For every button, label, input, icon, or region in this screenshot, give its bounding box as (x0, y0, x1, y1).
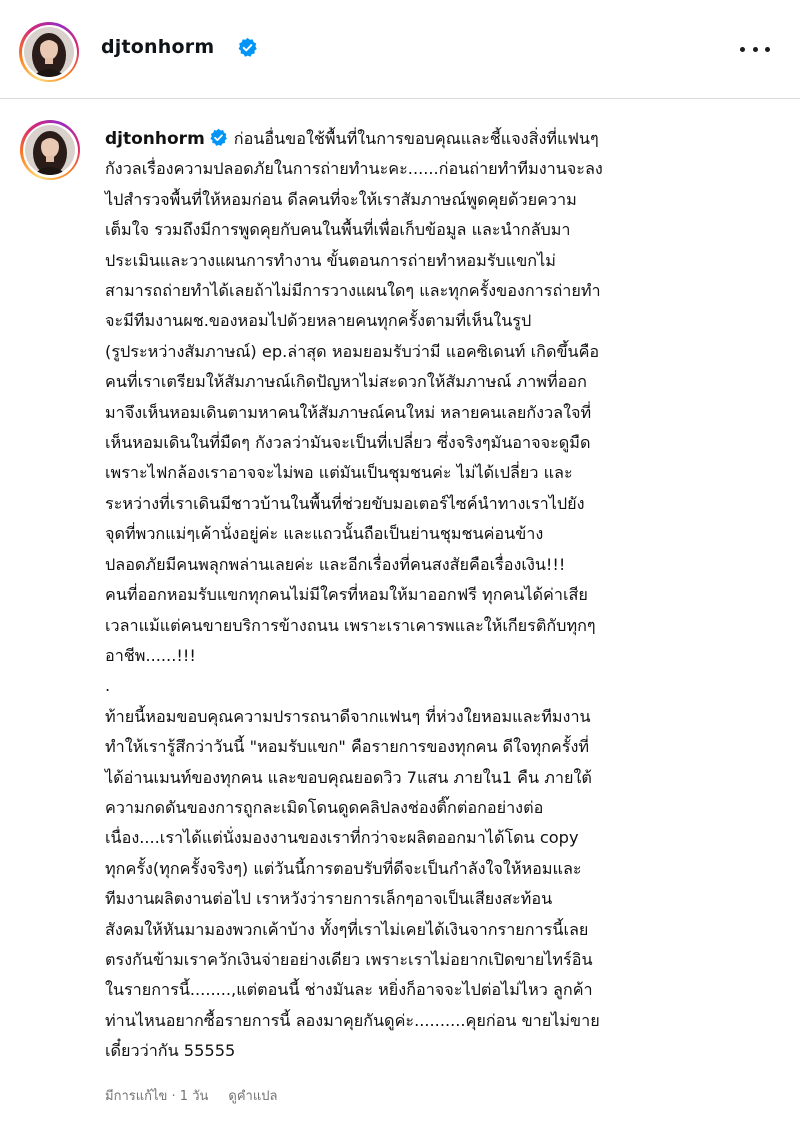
post-meta (105, 1085, 277, 1106)
post-caption (105, 124, 755, 1067)
caption-avatar[interactable] (20, 120, 80, 180)
caption-profile-photo (25, 125, 75, 175)
caption-verified-badge-icon (209, 128, 228, 147)
profile-photo (24, 27, 74, 77)
verified-badge-icon (237, 37, 258, 58)
see-translation-button[interactable]: ดูคำแปล (228, 1089, 278, 1104)
caption-username[interactable]: djtonhorm (105, 129, 205, 149)
post-header (0, 0, 800, 99)
edited-timestamp: มีการแก้ไข · 1 วัน (105, 1089, 209, 1104)
caption-text: ก่อนอื่นขอใช้พื้นที่ในการขอบคุณและชี้แจงสิ่งที่แฟนๆ กังวลเรื่องความปลอดภัยในการถ่ายทำนะคะ......ก่อนถ่ายทำทีมงานจะลง ไปสำรวจพื้นที่ให้หอมก่อน ดีลคนที่จะให้เราสัมภาษณ์พูดคุยด้วยความ เต็มใจ รวมถึงมีการพูดคุยกับคนในพื้นที่เพื่อเก็บข้อมูล และนำกลับมา ประเมินและวางแผนการทำงาน ขั้นตอนการถ่ายทำหอมรับแขกไม่ สามารถถ่ายทำได้เลยถ้าไม่มีการวางแผนใดๆ และทุกครั้งของการถ่ายทำ จะมีทีมงานผช.ของหอมไปด้วยหลายคนทุกครั้งตามที่เห็นในรูป (รูประหว่างสัมภาษณ์) ep.ล่าสุด หอมยอมรับว่ามี แอคซิเดนท์ เกิดขึ้นคือ คนที่เราเตรียมให้สัมภาษณ์เกิดปัญหาไม่สะดวกให้สัมภาษณ์ ภาพที่ออก มาจึงเห็นหอมเดินตามหาคนให้สัมภาษณ์คนใหม่ หลายคนเลยกังวลใจที่ เห็นหอมเดินในที่มืดๆ กังวลว่ามันจะเป็นที่เปลี่ยว ซึ่งจริงๆมันอาจจะดูมืด เพราะไฟกล้องเราอาจจะไม่พอ แต่มันเป็นชุมชนค่ะ ไม่ได้เปลี่ยว และ ระหว่างที่เราเดินมีชาวบ้านในพื้นที่ช่วยขับมอเตอร์ไซค์นำทางเราไปยัง จุดที่พวกแม่ๆเค้านั่งอยู่ค่ะ และแถวนั้นถือเป็นย่านชุมชนค่อนข้าง ปลอดภัยมีคนพลุกพล่านเลยค่ะ และอีกเรื่องที่คนสงสัยคือเรื่องเงิน!!! คนที่ออกหอมรับแขกทุกคนไม่มีใครที่หอมให้มาออกฟรี ทุกคนได้ค่าเสีย เวลาแม้แต่คนขายบริการข้างถนน เพราะเราเคารพและให้เกียรติกับทุกๆ อาชีพ......!!! . ท้ายนี้หอมขอบคุณความปรารถนาดีจากแฟนๆ ที่ห่วงใยหอมและทีมงาน ทำให้เรารู้สึกว่าวันนี้ "หอมรับแขก" คือรายการของทุกคน ดีใจทุกครั้งที่ ได้อ่านเมนท์ของทุกคน และขอบคุณยอดวิว 7แสน ภายใน1 คืน ภายใต้ ความกดดันของการถูกละเมิดโดนดูดคลิปลงช่องติ๊กต่อกอย่างต่อ เนื่อง....เราได้แต่นั่งมองงานของเราที่กว่าจะผลิตออกมาได้โดน copy ทุกครั้ง(ทุกครั้งจริงๆ) แต่วันนี้การตอบรับที่ดีจะเป็นกำลังใจให้หอมและ ทีมงานผลิตงานต่อไป เราหวังว่ารายการเล็กๆอาจเป็นเสียงสะท้อน สังคมให้หันมามองพวกเค้าบ้าง ทั้งๆที่เราไม่เคยได้เงินจากรายการนี้เลย ตรงกันข้ามเราควักเงินจ่ายอย่างเดียว เพราะเราไม่อยากเปิดขายไทร์อิน ในรายการนี้........,แต่ตอนนี้ ช่างมันละ หยิ่งก็อาจจะไปต่อไม่ไหว ลูกค้า ท่านไหนอยากซื้อรายการนี้ ลองมาคุยกันดูค่ะ..........คุยก่อน ขายไม่ขาย เดี๋ยวว่ากัน 55555 (105, 129, 603, 1061)
more-options-icon[interactable] (740, 37, 770, 61)
header-username[interactable]: djtonhorm (101, 36, 215, 58)
avatar[interactable] (19, 22, 79, 82)
